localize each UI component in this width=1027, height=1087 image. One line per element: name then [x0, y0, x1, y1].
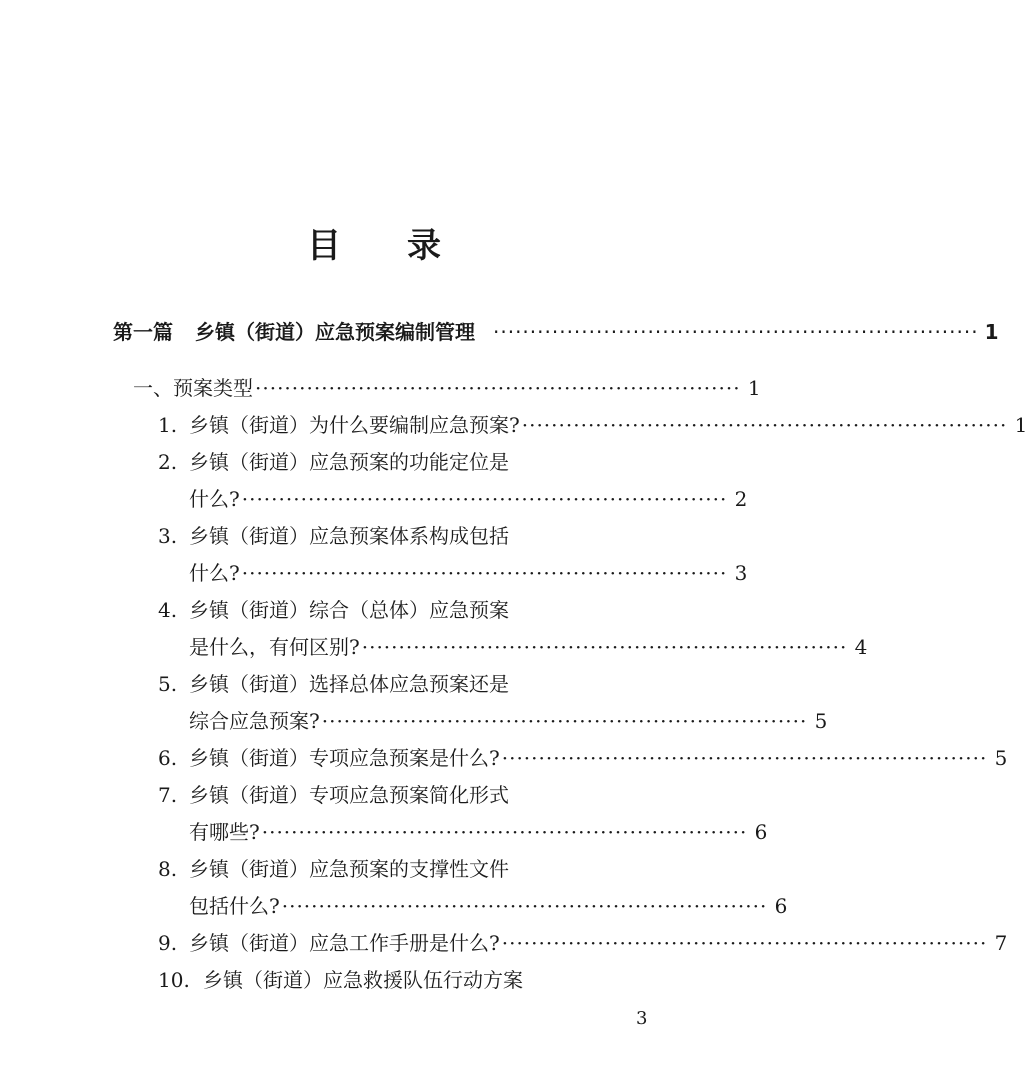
toc-item[interactable] [158, 411, 1027, 439]
item-title: 乡镇（街道）应急工作手册是什么? [189, 931, 500, 955]
item-title: 乡镇（街道）专项应急预案是什么? [189, 746, 500, 770]
item-title: 乡镇（街道）选择总体应急预案还是 [189, 672, 509, 696]
item-number: 7. [158, 783, 178, 807]
item-number: 6. [158, 746, 178, 770]
toc-item-continuation[interactable] [189, 485, 748, 513]
toc-item-continuation[interactable] [189, 633, 868, 661]
item-title-cont: 包括什么? [189, 894, 280, 918]
item-number: 1. [158, 413, 178, 437]
page-ref: 1 [1014, 413, 1027, 437]
page-ref: 1 [984, 320, 999, 344]
leader-dots: ·································································· [281, 894, 768, 918]
item-number: 2. [158, 450, 178, 474]
page-ref: 7 [994, 931, 1008, 955]
part-title: 乡镇（街道）应急预案编制管理 [195, 320, 475, 344]
item-number: 4. [158, 598, 178, 622]
item-number: 3. [158, 524, 178, 548]
item-title: 乡镇（街道）应急预案的功能定位是 [189, 450, 509, 474]
leader-dots: ·································································· [361, 635, 848, 659]
item-title: 乡镇（街道）应急救援队伍行动方案 [203, 968, 523, 992]
page-title [0, 218, 750, 267]
toc-item[interactable] [158, 522, 658, 550]
toc-section-entry[interactable] [133, 374, 761, 402]
page-ref: 3 [734, 561, 748, 585]
toc-item-continuation[interactable] [189, 707, 828, 735]
toc-item-continuation[interactable] [189, 559, 748, 587]
leader-dots: ·································································· [255, 376, 741, 400]
toc-item[interactable] [158, 966, 658, 994]
page-ref: 5 [814, 709, 828, 733]
leader-dots: ·································································· [493, 320, 979, 344]
item-title-cont: 什么? [189, 561, 240, 585]
page-ref: 1 [747, 376, 761, 400]
item-title-cont: 有哪些? [189, 820, 260, 844]
item-title: 乡镇（街道）为什么要编制应急预案? [189, 413, 520, 437]
item-number: 10. [158, 968, 190, 992]
leader-dots: ·································································· [241, 487, 728, 511]
toc-item[interactable] [158, 855, 658, 883]
item-number: 8. [158, 857, 178, 881]
page-ref: 4 [854, 635, 868, 659]
page-ref: 2 [734, 487, 748, 511]
item-title-cont: 是什么，有何区别? [189, 635, 360, 659]
item-number: 5. [158, 672, 178, 696]
page-ref: 5 [994, 746, 1008, 770]
item-title-cont: 综合应急预案? [189, 709, 320, 733]
leader-dots: ·································································· [501, 931, 988, 955]
leader-dots: ·································································· [521, 413, 1008, 437]
title-char-1: 目 [307, 226, 343, 266]
toc-item[interactable] [158, 744, 1008, 772]
toc-item[interactable] [158, 596, 658, 624]
item-title: 乡镇（街道）应急预案的支撑性文件 [189, 857, 509, 881]
item-title: 乡镇（街道）专项应急预案简化形式 [189, 783, 509, 807]
leader-dots: ·································································· [241, 561, 728, 585]
leader-dots: ·································································· [501, 746, 988, 770]
toc-item-continuation[interactable] [189, 892, 788, 920]
toc-item-continuation[interactable] [189, 818, 768, 846]
part-label: 第一篇 [113, 320, 173, 344]
leader-dots: ·································································· [321, 709, 808, 733]
page-number: 3 [636, 1008, 648, 1029]
section-title: 一、预案类型 [133, 376, 253, 400]
item-title: 乡镇（街道）综合（总体）应急预案 [189, 598, 509, 622]
toc-item[interactable] [158, 670, 658, 698]
item-number: 9. [158, 931, 178, 955]
toc-item[interactable] [158, 929, 1008, 957]
leader-dots: ·································································· [261, 820, 748, 844]
title-char-2: 录 [407, 226, 443, 266]
toc-part-entry[interactable] [113, 318, 999, 346]
item-title: 乡镇（街道）应急预案体系构成包括 [189, 524, 509, 548]
page-ref: 6 [774, 894, 788, 918]
toc-item[interactable] [158, 781, 658, 809]
item-title-cont: 什么? [189, 487, 240, 511]
toc-item[interactable] [158, 448, 658, 476]
page-ref: 6 [754, 820, 768, 844]
